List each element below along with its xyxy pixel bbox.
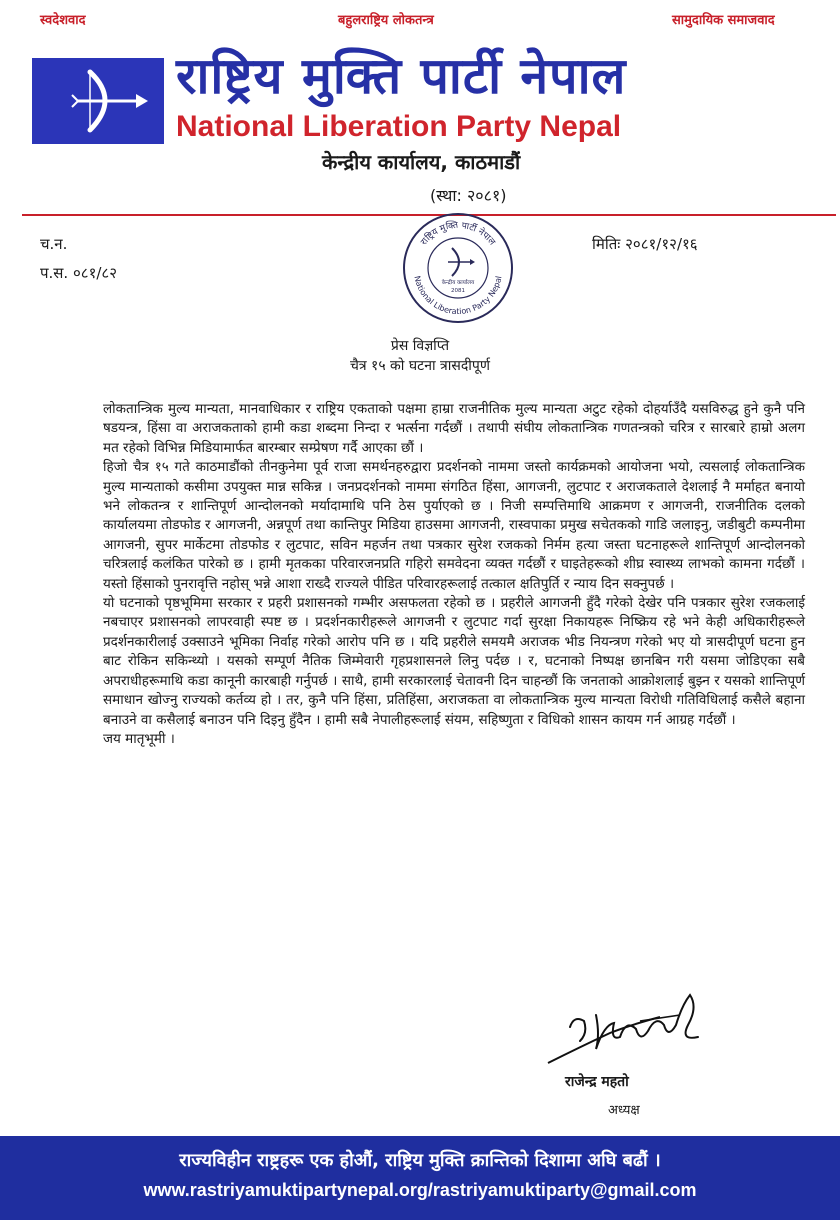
notice-heading: प्रेस विज्ञप्ति [390,338,450,354]
seal-graphic [400,210,516,326]
handwritten-signature [540,985,710,1070]
office-address: केन्द्रीय कार्यालय, काठमाडौं [322,150,521,174]
signatory-name: राजेन्द्र महतो [565,1074,629,1090]
paragraph-closing: जय मातृभूमी । [103,730,175,747]
party-title-nepali: राष्ट्रिय मुक्ति पार्टी नेपाल [176,47,627,105]
press-release-body [103,400,805,749]
party-seal [400,210,516,326]
slogan-center: बहुलराष्ट्रिय लोकतन्त्र [338,13,434,28]
paragraph-1: लोकतान्त्रिक मुल्य मान्यता, मानवाधिकार र राष्ट्रिय एकताको पक्षमा हाम्रा राजनीतिक मुल्य मान्यता अटुट रहेको दोहर्याउँदै यसविरुद्ध हुने कुनै पनि षडयन्त्र, हिंसा वा अराजकताको हामी कडा शब्दमा निन्दा र भर्त्सना गर्दछौं । तथापी संघीय लोकतान्त्रिक गणतन्त्रको चरित्र र सारबारे हाम्रो अलग मत रहेको विभिन्न मिडियामार्फत बारम्बार सम्प्रेषण गर्दै आएका छौं । [103,401,805,456]
seal-bottom-text: National Liberation Party Nepal [412,274,504,317]
signatory-role: अध्यक्ष [608,1103,640,1118]
seal-center-text: केन्द्रीय कार्यालय [441,280,475,286]
party-logo [32,58,164,144]
notice-subheading: चैत्र १५ को घटना त्रासदीपूर्ण [349,358,491,374]
paragraph-2: हिजो चैत्र १५ गते काठमाडौंको तीनकुनेमा पूर्व राजा समर्थनहरुद्वारा प्रदर्शनको नाममा जस्तो कार्यक्रमको आयोजना भयो, त्यसलाई लोकतान्त्रिक मुल्य मान्यताको कसीमा उपयुक्त मान्न सकिन्न । जनप्रदर्शनको नाममा संगठित हिंसा, आगजनी, लुटपाट र अराजकताले देशलाई नै मर्माहत बनायो भने लोकतन्त्र र शान्तिपूर्ण आन्दोलनको मर्यादामाथि पनि ठेस पुर्याएको छ । निजी सम्पत्तिमाथि आक्रमण र आगजनी, राजनीतिक दलको कार्यालयमा तोडफोड र आगजनी, अन्नपूर्ण तथा कान्तिपुर मिडिया हाउसमा आगजनी, रास्वपाका प्रमुख सचेतकको गाडि जलाइनु, जडीबुटी कम्पनीमा आगजनी, सुपर मार्केटमा तोडफोड र लुटपाट, सविन महर्जन तथा पत्रकार सुरेश रजकको निर्मम हत्या जस्ता घटनाहरूले शान्तिपूर्ण आन्दोलनको चरित्रलाई कलंकित पारेको छ । हामी मृतकका परिवारजनप्रति गहिरो समवेदना व्यक्त गर्दछौं र घाइतेहरूको शीघ्र स्वास्थ्य लाभको कामना गर्दछौं । यस्तो हिंसाको पुनरावृत्ति नहोस् भन्ने आशा राख्दै राज्यले पीडित परिवारहरूलाई तत्काल क्षतिपुर्ति र न्याय दिन सक्नुपर्छ । [103,459,805,592]
established-year: (स्था: २०८१) [430,186,507,205]
fiscal-year: प.स. ०८१/८२ [40,264,118,282]
footer-slogan: राज्यविहीन राष्ट्रहरू एक होऔं, राष्ट्रिय मुक्ति क्रान्तिको दिशामा अघि बढौं । [179,1150,661,1171]
party-title-english: National Liberation Party Nepal [176,110,622,143]
slogan-right: सामुदायिक समाजवाद [672,13,775,28]
seal-top-text: राष्ट्रिय मुक्ति पार्टी नेपाल [419,220,497,248]
paragraph-3: यो घटनाको पृष्ठभूमिमा सरकार र प्रहरी प्रशासनको गम्भीर असफलता रहेको छ । प्रहरीले आगजनी हुँदै गरेको देखेर पनि पत्रकार सुरेश रजकलाई नबचाएर प्रशासनको लापरवाही स्पष्ट छ । प्रदर्शनकारीहरूले आगजनी र लुटपाट गर्दा सुरक्षा निकायहरू निष्क्रिय रहे भने केही अधिकारीहरूले प्रदर्शनकारीलाई उक्साउने भूमिका निर्वाह गरेको आरोप पनि छ । यदि प्रहरीले समयमै अराजक भीड नियन्त्रण गरेको भए यो त्रासदीपूर्ण घटना हुन बाट रोकिन सकिन्थ्यो । यसको सम्पूर्ण नैतिक जिम्मेवारी गृहप्रशासनले लिनु पर्दछ । र, घटनाको निष्पक्ष छानबिन गरी यसमा जोडिएका सबै अपराधीहरूमाथि कडा कानूनी कारबाही गर्नुपर्छ । साथै, हामी सरकारलाई चेतावनी दिन चाहन्छौं कि जनताको आक्रोशलाई बुझ्न र यसको शान्तिपूर्ण समाधान खोज्नु राज्यको कर्तव्य हो । तर, कुनै पनि हिंसा, प्रतिहिंसा, अराजकता वा लोकतान्त्रिक मुल्य मान्यता विरोधी गतिविधिलाई कसैले बहाना बनाउने वा कसैलाई बनाउन पनि दिइनु हुँदैन । हामी सबै नेपालीहरूलाई संयम, सहिष्णुता र विधिको शासन कायम गर्न आग्रह गर्दछौं । [103,595,805,728]
svg-text:राष्ट्रिय मुक्ति पार्टी नेपाल [419,219,497,249]
seal-bow-icon [448,248,475,276]
slogan-left: स्वदेशवाद [40,13,86,28]
document-date: मितिः २०८१/१२/१६ [592,235,698,253]
seal-year: 2081 [451,288,465,294]
footer-banner [0,1136,840,1220]
dispatch-number: च.न. [40,235,68,253]
footer-contact: www.rastriyamuktipartynepal.org/rastriyamuktiparty@gmail.com [143,1180,697,1200]
bow-and-arrow-icon [32,58,164,144]
